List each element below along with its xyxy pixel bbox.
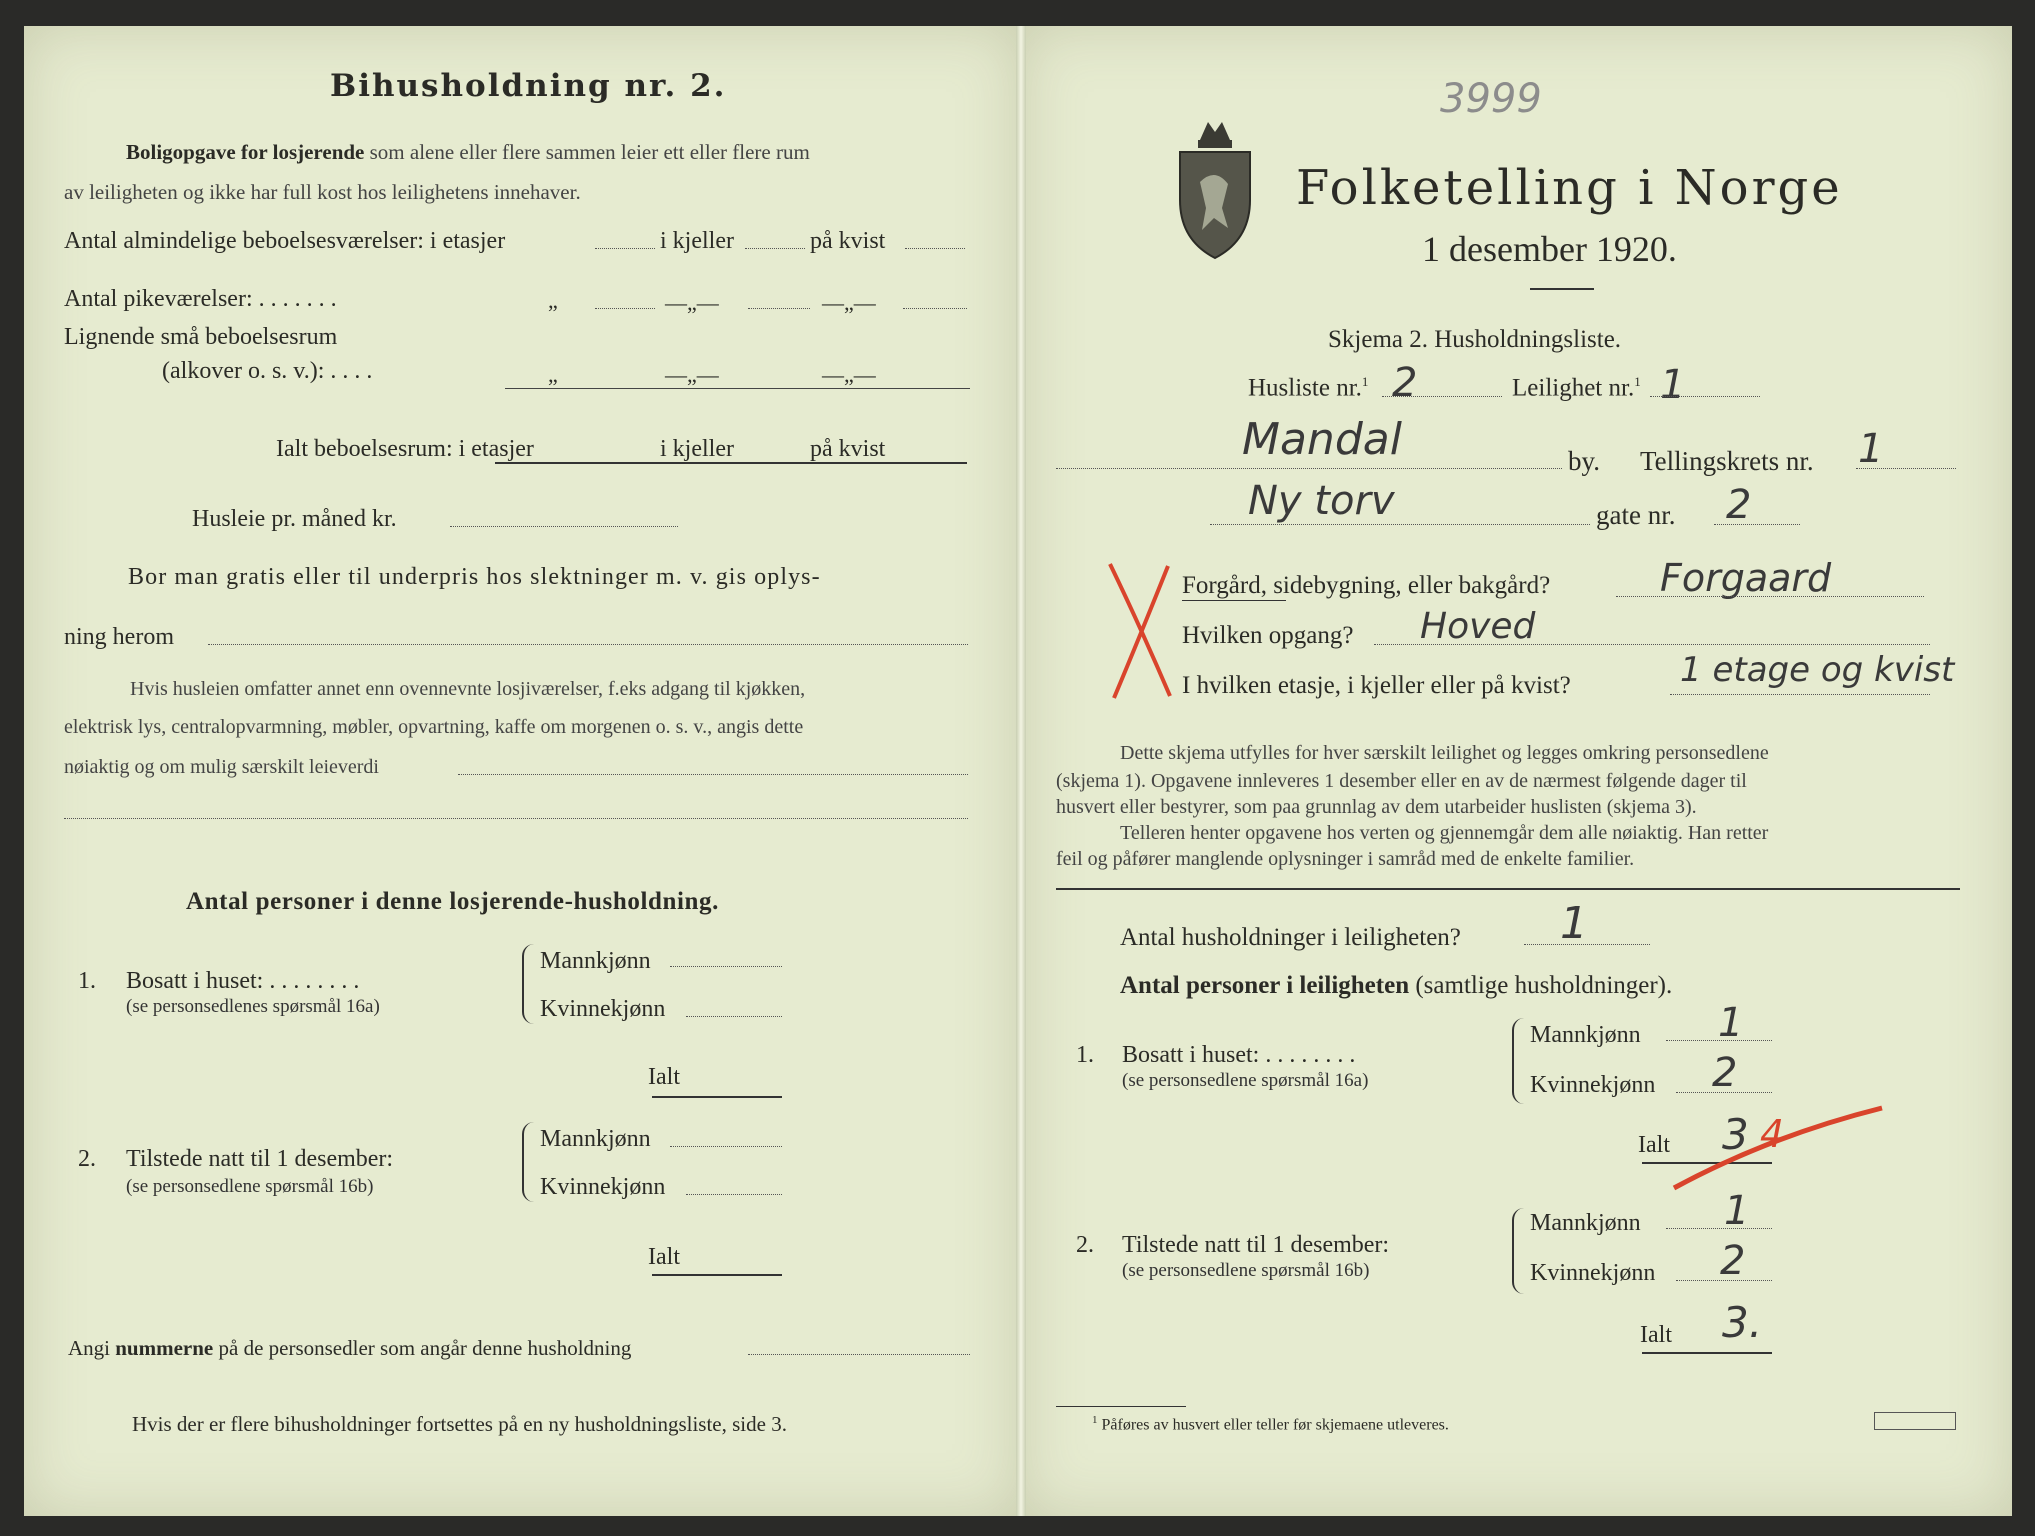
- section-rule: [1056, 888, 1960, 890]
- right-persons-bold: Antal personer i leiligheten: [1120, 972, 1410, 999]
- right-persons-heading: [1120, 972, 1672, 1000]
- free-rent-label: Bor man gratis eller til underpris hos slektninger m. v. gis oplys-: [128, 564, 821, 590]
- numbers-field[interactable]: [748, 1354, 970, 1355]
- field-maid-etasjer[interactable]: [595, 308, 655, 309]
- street-field[interactable]: [1210, 524, 1590, 525]
- right-q1-struck-value: 4: [1760, 1112, 1785, 1156]
- ditto-mark-2: „: [548, 362, 558, 387]
- left-intro-rest: som alene eller flere sammen leier ett eller flere rum: [369, 140, 810, 164]
- husliste-text: Husliste nr.: [1248, 374, 1362, 402]
- left-q2-female-label: Kvinnekjønn: [540, 1174, 666, 1200]
- label-i-kjeller-2: i kjeller: [660, 436, 734, 462]
- footnote-text: Påføres av husvert eller teller før skjemaene utleveres.: [1101, 1416, 1449, 1434]
- etasje-field[interactable]: [1670, 694, 1930, 695]
- left-q2-male-label: Mannkjønn: [540, 1126, 651, 1152]
- left-q1-brace: [522, 944, 534, 1024]
- footnote-rule: [1056, 1406, 1186, 1407]
- etasje-label: I hvilken etasje, i kjeller eller på kvist?: [1182, 672, 1571, 699]
- includes-line-1: Hvis husleien omfatter annet enn ovennevnte losjiværelser, f.eks adgang til kjøkken,: [130, 678, 806, 700]
- footnote-sup-1: 1: [1361, 374, 1369, 389]
- field-regular-kvist[interactable]: [905, 248, 965, 249]
- gate-value[interactable]: 2: [1726, 482, 1752, 528]
- etasje-value[interactable]: 1 etage og kvist: [1680, 650, 1955, 690]
- right-q2-male-field[interactable]: [1666, 1228, 1772, 1229]
- right-q2-female-value[interactable]: 2: [1720, 1238, 1746, 1284]
- city-value[interactable]: Mandal: [1242, 414, 1402, 465]
- footnote-sup-2: 1: [1634, 374, 1641, 389]
- husliste-field[interactable]: [1382, 396, 1502, 397]
- info-line-4: Telleren henter opgavene hos verten og gjennemgår dem alle nøiaktig. Han retter: [1120, 822, 1769, 844]
- gate-field[interactable]: [1714, 524, 1800, 525]
- right-q1-male-field[interactable]: [1666, 1040, 1772, 1041]
- field-maid-kjeller[interactable]: [748, 308, 810, 309]
- forgard-underline: [1182, 600, 1286, 601]
- red-pencil-x-mark: [1100, 556, 1180, 706]
- left-q1-female-label: Kvinnekjønn: [540, 996, 666, 1022]
- left-q2-male-field[interactable]: [670, 1146, 782, 1147]
- krets-value[interactable]: 1: [1858, 426, 1884, 472]
- husliste-label: [1248, 374, 1368, 402]
- right-q2-sub: (se personsedlene spørsmål 16b): [1122, 1260, 1370, 1281]
- small-rooms-underline: [505, 388, 970, 389]
- left-q2-female-field[interactable]: [686, 1194, 782, 1195]
- right-q2-label: Tilstede natt til 1 desember:: [1122, 1232, 1390, 1258]
- left-q1-male-field[interactable]: [670, 966, 782, 967]
- krets-field[interactable]: [1856, 468, 1956, 469]
- left-q2-total-label: Ialt: [648, 1244, 680, 1270]
- right-q1-sub: (se personsedlene spørsmål 16a): [1122, 1070, 1369, 1091]
- info-line-2: (skjema 1). Opgavene innleveres 1 desember eller en av de nærmest følgende dager til: [1056, 770, 1747, 792]
- printer-mark: [1874, 1412, 1956, 1430]
- leilighet-field[interactable]: [1650, 396, 1760, 397]
- ditto-mark-1: „: [548, 288, 558, 313]
- field-regular-etasjer[interactable]: [595, 248, 655, 249]
- left-q1-male-label: Mannkjønn: [540, 948, 651, 974]
- right-q2-total-label: Ialt: [1640, 1322, 1672, 1348]
- right-footnote: [1092, 1414, 1449, 1434]
- left-q2-brace: [522, 1122, 534, 1202]
- left-q1-female-field[interactable]: [686, 1016, 782, 1017]
- right-q1-male-value[interactable]: 1: [1718, 1000, 1744, 1046]
- row-small-rooms: Lignende små beboelsesrum: [64, 324, 338, 350]
- right-q1-male-label: Mannkjønn: [1530, 1022, 1641, 1048]
- leilighet-value[interactable]: 1: [1660, 362, 1686, 408]
- right-q1-total-label: Ialt: [1638, 1132, 1670, 1158]
- row-total-rooms: Ialt beboelsesrum: i etasjer: [276, 436, 534, 462]
- includes-field-2[interactable]: [64, 818, 968, 819]
- right-q2-male-label: Mannkjønn: [1530, 1210, 1641, 1236]
- right-date: 1 desember 1920.: [1422, 229, 1677, 269]
- opgang-value[interactable]: Hoved: [1420, 606, 1536, 647]
- right-persons-rest: (samtlige husholdninger).: [1415, 972, 1673, 999]
- left-q1-num: 1.: [78, 968, 96, 994]
- right-q2-female-label: Kvinnekjønn: [1530, 1260, 1656, 1286]
- right-q1-label: Bosatt i huset: . . . . . . . .: [1122, 1042, 1356, 1068]
- street-value[interactable]: Ny torv: [1248, 478, 1395, 524]
- forgard-value[interactable]: Forgaard: [1660, 556, 1832, 600]
- right-q1-female-field[interactable]: [1676, 1092, 1772, 1093]
- households-field[interactable]: [1524, 944, 1650, 945]
- total-rooms-underline: [495, 462, 967, 464]
- right-q2-male-value[interactable]: 1: [1724, 1188, 1750, 1234]
- field-regular-kjeller[interactable]: [745, 248, 805, 249]
- left-q1-total-label: Ialt: [648, 1064, 680, 1090]
- numbers-line: [68, 1336, 631, 1361]
- left-q2-label: Tilstede natt til 1 desember:: [126, 1146, 394, 1172]
- right-q1-female-value[interactable]: 2: [1712, 1050, 1738, 1096]
- includes-line-3: nøiaktig og om mulig særskilt leieverdi: [64, 756, 379, 778]
- norway-coat-of-arms-icon: [1170, 112, 1260, 262]
- includes-line-2: elektrisk lys, centralopvarmning, møbler, opvartning, kaffe om morgenen o. s. v., angis dette: [64, 716, 804, 738]
- left-footer: Hvis der er flere bihusholdninger fortsettes på en ny husholdningsliste, side 3.: [132, 1412, 787, 1436]
- row-regular-rooms: Antal almindelige beboelsesværelser: i etasjer: [64, 228, 506, 254]
- right-q2-num: 2.: [1076, 1232, 1094, 1258]
- ditto-dash-2: —„—: [822, 290, 876, 315]
- right-title: Folketelling i Norge: [1296, 160, 1843, 216]
- info-line-3: husvert eller bestyrer, som paa grunnlag av dem utarbeider huslisten (skjema 3).: [1056, 796, 1697, 818]
- right-q2-total-field[interactable]: [1642, 1352, 1772, 1354]
- info-line-1: Dette skjema utfylles for hver særskilt leilighet og legges omkring personsedlene: [1120, 742, 1769, 764]
- ditto-dash-1: —„—: [665, 290, 719, 315]
- krets-label: Tellingskrets nr.: [1640, 446, 1814, 476]
- left-persons-heading: Antal personer i denne losjerende-husholdning.: [186, 888, 720, 915]
- city-field[interactable]: [1056, 468, 1562, 469]
- leilighet-label: [1512, 374, 1641, 402]
- footnote-mark: 1: [1092, 1414, 1098, 1426]
- left-intro: [126, 140, 810, 165]
- households-value[interactable]: 1: [1560, 898, 1588, 949]
- includes-field[interactable]: [458, 774, 968, 775]
- rent-label: Husleie pr. måned kr.: [192, 506, 397, 532]
- right-q2-brace: [1512, 1208, 1524, 1294]
- red-strike-line: [1670, 1096, 1890, 1196]
- left-q1-sub: (se personsedlenes spørsmål 16a): [126, 996, 380, 1017]
- label-paa-kvist-2: på kvist: [810, 436, 886, 462]
- ditto-dash-4: —„—: [822, 362, 876, 387]
- left-q2-sub: (se personsedlene spørsmål 16b): [126, 1176, 374, 1197]
- right-q2-total-value[interactable]: 3.: [1722, 1298, 1763, 1347]
- left-title: Bihusholdning nr. 2.: [330, 68, 727, 104]
- free-rent-label-2: ning herom: [64, 624, 174, 650]
- rent-field[interactable]: [450, 526, 678, 527]
- households-label: Antal husholdninger i leiligheten?: [1120, 924, 1461, 951]
- schema-label: Skjema 2. Husholdningsliste.: [1328, 326, 1622, 353]
- left-q1-total-field[interactable]: [652, 1096, 782, 1098]
- info-line-5: feil og påfører manglende oplysninger i samråd med de enkelte familier.: [1056, 848, 1635, 870]
- numbers-bold: nummerne: [115, 1336, 214, 1360]
- right-q1-brace: [1512, 1018, 1524, 1104]
- ditto-dash-3: —„—: [665, 362, 719, 387]
- opgang-label: Hvilken opgang?: [1182, 622, 1354, 649]
- left-intro-bold: Boligopgave for losjerende: [126, 140, 365, 164]
- gate-label: gate nr.: [1596, 500, 1676, 530]
- archive-number: 3999: [1440, 76, 1542, 122]
- numbers-post: på de personsedler som angår denne husholdning: [218, 1336, 632, 1360]
- right-q1-female-label: Kvinnekjønn: [1530, 1072, 1656, 1098]
- left-q2-num: 2.: [78, 1146, 96, 1172]
- left-intro-line2: av leiligheten og ikke har full kost hos leilighetens innehaver.: [64, 180, 581, 204]
- leilighet-text: Leilighet nr.: [1512, 374, 1635, 402]
- right-q2-female-field[interactable]: [1676, 1280, 1772, 1281]
- right-q1-num: 1.: [1076, 1042, 1094, 1068]
- row-small-rooms-sub: (alkover o. s. v.): . . . .: [162, 358, 373, 384]
- label-i-kjeller-1: i kjeller: [660, 228, 734, 254]
- forgard-label: Forgård, sidebygning, eller bakgård?: [1182, 572, 1551, 599]
- title-rule: [1530, 288, 1594, 290]
- numbers-pre: Angi: [68, 1336, 110, 1360]
- right-q1-total-value[interactable]: 3: [1722, 1110, 1749, 1159]
- by-label: by.: [1568, 446, 1600, 476]
- field-maid-kvist[interactable]: [903, 308, 967, 309]
- husliste-value[interactable]: 2: [1392, 360, 1418, 406]
- opgang-field[interactable]: [1374, 644, 1930, 645]
- forgard-field[interactable]: [1616, 596, 1924, 597]
- page-fold: [1016, 26, 1026, 1516]
- row-maid-rooms: Antal pikeværelser: . . . . . . .: [64, 286, 337, 312]
- left-q2-total-field[interactable]: [652, 1274, 782, 1276]
- left-q1-label: Bosatt i huset: . . . . . . . .: [126, 968, 360, 994]
- label-paa-kvist-1: på kvist: [810, 228, 886, 254]
- free-rent-field[interactable]: [208, 644, 968, 645]
